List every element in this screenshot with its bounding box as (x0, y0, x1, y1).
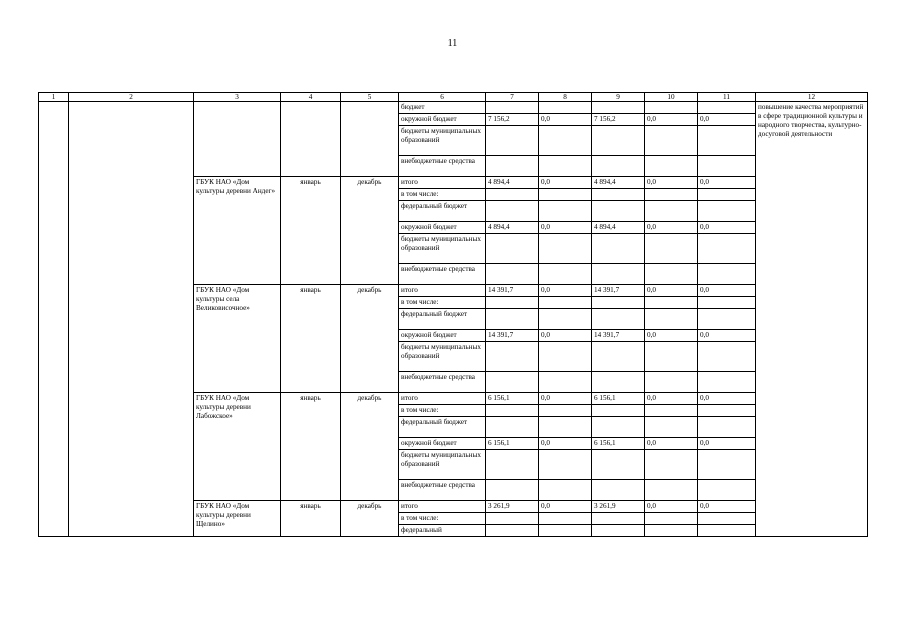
amount-c11: 0,0 (698, 114, 756, 126)
amount-c9: 7 156,2 (592, 114, 645, 126)
amount-c9 (592, 126, 645, 156)
funding-source: бюджеты муниципальных образований (399, 342, 486, 372)
amount-c10: 0,0 (645, 285, 698, 297)
amount-c7 (486, 417, 539, 438)
column-number: 3 (194, 93, 281, 102)
amount-c9: 4 894,4 (592, 177, 645, 189)
column-number: 6 (399, 93, 486, 102)
amount-c11 (698, 156, 756, 177)
column-number: 2 (69, 93, 194, 102)
amount-c10 (645, 372, 698, 393)
funding-source: окружной бюджет (399, 114, 486, 126)
amount-c7 (486, 309, 539, 330)
amount-c10: 0,0 (645, 177, 698, 189)
end-month: декабрь (341, 177, 399, 285)
page-number: 11 (447, 38, 458, 49)
amount-c8 (539, 264, 592, 285)
start-month: январь (281, 393, 341, 501)
funding-source: внебюджетные средства (399, 480, 486, 501)
amount-c8: 0,0 (539, 438, 592, 450)
amount-c8 (539, 309, 592, 330)
amount-c8: 0,0 (539, 285, 592, 297)
funding-source: внебюджетные средства (399, 264, 486, 285)
amount-c11 (698, 450, 756, 480)
funding-source: окружной бюджет (399, 222, 486, 234)
amount-c8 (539, 480, 592, 501)
amount-c8 (539, 372, 592, 393)
amount-c9 (592, 264, 645, 285)
amount-c7 (486, 102, 539, 114)
amount-c11 (698, 525, 756, 537)
amount-c10 (645, 189, 698, 201)
amount-c8 (539, 513, 592, 525)
amount-c11 (698, 513, 756, 525)
column-number: 4 (281, 93, 341, 102)
amount-c9 (592, 156, 645, 177)
institution-cell (194, 102, 281, 177)
amount-c11: 0,0 (698, 330, 756, 342)
amount-c10 (645, 126, 698, 156)
funding-source: итого (399, 393, 486, 405)
event-name-cell (69, 102, 194, 537)
amount-c7: 6 156,1 (486, 438, 539, 450)
funding-source: окружной бюджет (399, 330, 486, 342)
amount-c10 (645, 156, 698, 177)
funding-source: бюджеты муниципальных образований (399, 126, 486, 156)
amount-c10 (645, 309, 698, 330)
amount-c7 (486, 480, 539, 501)
amount-c8 (539, 234, 592, 264)
funding-source: в том числе: (399, 405, 486, 417)
amount-c11 (698, 189, 756, 201)
amount-c8: 0,0 (539, 114, 592, 126)
amount-c10 (645, 450, 698, 480)
amount-c8 (539, 189, 592, 201)
amount-c9 (592, 189, 645, 201)
institution-name: ГБУК НАО «Дом культуры деревни Андег» (194, 177, 281, 285)
amount-c9 (592, 480, 645, 501)
amount-c11: 0,0 (698, 222, 756, 234)
amount-c10: 0,0 (645, 438, 698, 450)
amount-c11 (698, 417, 756, 438)
funding-source: итого (399, 501, 486, 513)
amount-c9 (592, 309, 645, 330)
amount-c9: 6 156,1 (592, 393, 645, 405)
end-month-cell (341, 102, 399, 177)
amount-c8 (539, 405, 592, 417)
column-number: 10 (645, 93, 698, 102)
institution-name: ГБУК НАО «Дом культуры деревни Лабожское» (194, 393, 281, 501)
amount-c8 (539, 297, 592, 309)
amount-c9 (592, 525, 645, 537)
amount-c7 (486, 405, 539, 417)
amount-c8: 0,0 (539, 501, 592, 513)
amount-c9 (592, 405, 645, 417)
amount-c10 (645, 234, 698, 264)
amount-c10 (645, 513, 698, 525)
end-month: декабрь (341, 501, 399, 537)
amount-c7 (486, 189, 539, 201)
amount-c11: 0,0 (698, 285, 756, 297)
amount-c10 (645, 201, 698, 222)
amount-c11 (698, 201, 756, 222)
institution-name: ГБУК НАО «Дом культуры села Великовисочное» (194, 285, 281, 393)
funding-source: внебюджетные средства (399, 156, 486, 177)
amount-c8: 0,0 (539, 330, 592, 342)
amount-c9 (592, 234, 645, 264)
amount-c9 (592, 513, 645, 525)
amount-c10 (645, 264, 698, 285)
amount-c11 (698, 480, 756, 501)
amount-c10: 0,0 (645, 501, 698, 513)
amount-c9 (592, 450, 645, 480)
funding-source: федеральный (399, 525, 486, 537)
amount-c11: 0,0 (698, 393, 756, 405)
amount-c7: 6 156,1 (486, 393, 539, 405)
funding-source: бюджет (399, 102, 486, 114)
funding-source: внебюджетные средства (399, 372, 486, 393)
funding-source: итого (399, 177, 486, 189)
funding-source: бюджеты муниципальных образований (399, 450, 486, 480)
column-number: 9 (592, 93, 645, 102)
amount-c9: 14 391,7 (592, 330, 645, 342)
funding-source: федеральный бюджет (399, 201, 486, 222)
amount-c9 (592, 102, 645, 114)
amount-c10 (645, 525, 698, 537)
amount-c7 (486, 450, 539, 480)
table-row (39, 102, 868, 114)
start-month-cell (281, 102, 341, 177)
column-number: 1 (39, 93, 69, 102)
funding-source: федеральный бюджет (399, 417, 486, 438)
amount-c10 (645, 417, 698, 438)
amount-c10: 0,0 (645, 222, 698, 234)
amount-c8 (539, 525, 592, 537)
amount-c7: 3 261,9 (486, 501, 539, 513)
funding-source: федеральный бюджет (399, 309, 486, 330)
amount-c11 (698, 342, 756, 372)
amount-c8: 0,0 (539, 177, 592, 189)
amount-c11 (698, 405, 756, 417)
amount-c7: 7 156,2 (486, 114, 539, 126)
amount-c8 (539, 342, 592, 372)
amount-c8 (539, 201, 592, 222)
amount-c9 (592, 201, 645, 222)
amount-c11 (698, 372, 756, 393)
amount-c11: 0,0 (698, 438, 756, 450)
funding-source: итого (399, 285, 486, 297)
amount-c7: 14 391,7 (486, 285, 539, 297)
amount-c11 (698, 126, 756, 156)
amount-c7 (486, 342, 539, 372)
start-month: январь (281, 177, 341, 285)
amount-c7 (486, 525, 539, 537)
amount-c7 (486, 372, 539, 393)
amount-c10 (645, 297, 698, 309)
amount-c11: 0,0 (698, 177, 756, 189)
funding-source: в том числе: (399, 297, 486, 309)
amount-c9: 3 261,9 (592, 501, 645, 513)
start-month: январь (281, 285, 341, 393)
funding-source: бюджеты муниципальных образований (399, 234, 486, 264)
amount-c8 (539, 450, 592, 480)
row-number-cell (39, 102, 69, 537)
amount-c7: 14 391,7 (486, 330, 539, 342)
amount-c9: 4 894,4 (592, 222, 645, 234)
amount-c10: 0,0 (645, 393, 698, 405)
amount-c11 (698, 309, 756, 330)
amount-c10 (645, 342, 698, 372)
amount-c10: 0,0 (645, 114, 698, 126)
amount-c7 (486, 126, 539, 156)
amount-c8: 0,0 (539, 393, 592, 405)
column-number: 5 (341, 93, 399, 102)
amount-c8 (539, 102, 592, 114)
amount-c9 (592, 372, 645, 393)
column-number: 11 (698, 93, 756, 102)
funding-source: окружной бюджет (399, 438, 486, 450)
amount-c9 (592, 297, 645, 309)
funding-source: в том числе: (399, 513, 486, 525)
amount-c8 (539, 126, 592, 156)
amount-c9 (592, 417, 645, 438)
amount-c7: 4 894,4 (486, 177, 539, 189)
amount-c10 (645, 480, 698, 501)
budget-table (38, 92, 868, 537)
column-number: 12 (756, 93, 868, 102)
amount-c7 (486, 234, 539, 264)
amount-c11 (698, 264, 756, 285)
amount-c8: 0,0 (539, 222, 592, 234)
amount-c9: 6 156,1 (592, 438, 645, 450)
amount-c11 (698, 234, 756, 264)
column-number: 7 (486, 93, 539, 102)
amount-c7 (486, 201, 539, 222)
amount-c7: 4 894,4 (486, 222, 539, 234)
amount-c7 (486, 264, 539, 285)
end-month: декабрь (341, 393, 399, 501)
amount-c7 (486, 156, 539, 177)
amount-c11: 0,0 (698, 501, 756, 513)
amount-c10 (645, 405, 698, 417)
amount-c9 (592, 342, 645, 372)
end-month: декабрь (341, 285, 399, 393)
amount-c11 (698, 102, 756, 114)
institution-name: ГБУК НАО «Дом культуры деревни Щелино» (194, 501, 281, 537)
expected-outcome: повышение качества мероприятий в сфере традиционной культуры и народного творчества, культурно-досуговой деятельности (756, 102, 868, 537)
column-number: 8 (539, 93, 592, 102)
amount-c9: 14 391,7 (592, 285, 645, 297)
funding-source: в том числе: (399, 189, 486, 201)
amount-c8 (539, 417, 592, 438)
column-number-row (39, 93, 868, 102)
start-month: январь (281, 501, 341, 537)
amount-c10 (645, 102, 698, 114)
amount-c10: 0,0 (645, 330, 698, 342)
amount-c7 (486, 513, 539, 525)
amount-c8 (539, 156, 592, 177)
amount-c7 (486, 297, 539, 309)
amount-c11 (698, 297, 756, 309)
